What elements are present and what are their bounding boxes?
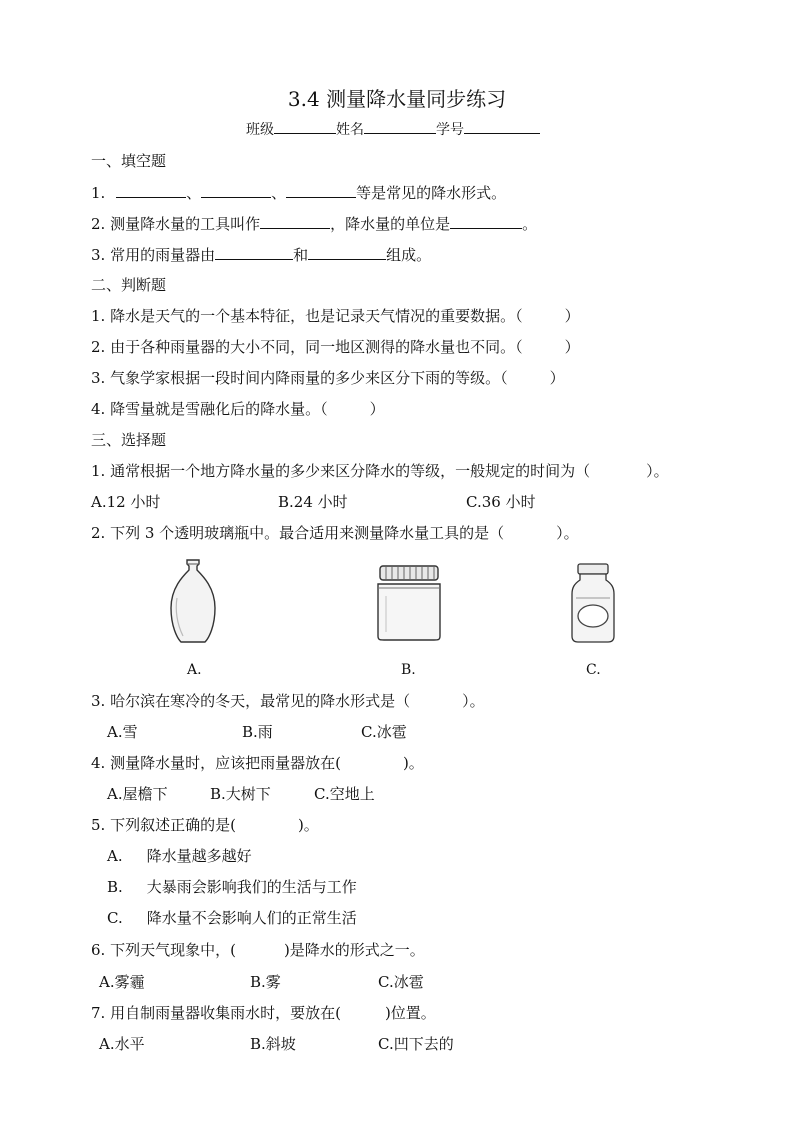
paren-open: （ [320,400,328,418]
student-info-line [246,118,540,140]
question-text: 降水是天气的一个基本特征，也是记录天气情况的重要数据。 [110,307,516,325]
question-text: 4. 测量降水量时，应该把雨量器放在( [91,754,341,772]
paren-open: （ [515,338,523,356]
question-text: 。 [522,215,538,233]
option-c[interactable]: C.36 小时 [466,493,536,511]
answer-blank[interactable] [450,213,522,229]
paren-close: ） [369,400,385,418]
option-text: 大暴雨会影响我们的生活与工作 [146,878,357,896]
wide-jar-image[interactable] [372,562,446,644]
answer-blank[interactable] [116,182,186,198]
option-b[interactable]: B.大树下 [210,785,271,803]
paren-close: ）。 [462,692,485,710]
section3-heading: 三、选择题 [91,431,167,449]
question-number: 3. [91,369,106,387]
option-a[interactable]: A.屋檐下 [107,785,168,803]
judge-question-3 [91,368,565,388]
judge-question-2 [91,337,580,357]
section1-heading: 一、填空题 [91,152,167,170]
option-b[interactable] [107,877,357,897]
paren-open: （ [515,307,523,325]
answer-blank[interactable] [286,182,356,198]
question-number: 1. [91,184,106,202]
question-text: 组成。 [386,246,432,264]
question-text: 等是常见的降水形式。 [356,184,507,202]
paren-close: )。 [297,816,319,834]
question-text: 5. 下列叙述正确的是( [91,816,236,834]
option-c[interactable]: C.凹下去的 [378,1035,454,1053]
option-b[interactable]: B.24 小时 [278,493,348,511]
option-b[interactable]: B.雾 [250,973,281,991]
question-text: 降雪量就是雪融化后的降水量。 [110,400,321,418]
option-b[interactable]: B.斜坡 [250,1035,296,1053]
name-blank[interactable] [364,118,436,134]
separator: 、 [186,184,202,202]
question-text: 2. 下列 3 个透明玻璃瓶中。最合适用来测量降水量工具的是（ [91,524,505,542]
question-text: 7. 用自制雨量器收集雨水时，要放在( [91,1004,341,1022]
fill-question-3 [91,244,431,265]
vase-bottle-image[interactable] [163,558,223,646]
answer-blank[interactable] [260,213,330,229]
option-c[interactable] [107,908,357,928]
choice-question-6 [91,940,425,960]
question-text: 测量降水量的工具叫作 [110,215,261,233]
paren-close: ）。 [556,524,579,542]
name-label: 姓名 [336,122,364,138]
option-letter: C. [107,909,123,927]
question-text: 6. 下列天气现象中，( [91,941,236,959]
question-number: 2. [91,215,106,233]
question-text: 3. 哈尔滨在寒冷的冬天，最常见的降水形式是（ [91,692,411,710]
question-text: 常用的雨量器由 [110,246,216,264]
question-number: 2. [91,338,106,356]
paren-close: )是降水的形式之一。 [283,941,425,959]
answer-blank[interactable] [215,244,293,260]
answer-blank[interactable] [201,182,271,198]
option-a[interactable]: A.12 小时 [91,493,161,511]
small-bottle-image[interactable] [568,562,618,644]
question-text: 由于各种雨量器的大小不同，同一地区测得的降水量也不同。 [110,338,516,356]
paren-close: ） [564,338,580,356]
paren-close: ） [564,307,580,325]
choice-question-3 [91,691,485,711]
option-text: 降水量越多越好 [146,847,252,865]
paren-close: )位置。 [384,1004,436,1022]
id-label: 学号 [436,122,464,138]
fill-question-1 [91,182,506,203]
option-c[interactable]: C.冰雹 [361,723,407,741]
question-text: ，降水量的单位是 [330,215,451,233]
option-letter: A. [107,847,123,865]
question-text: 气象学家根据一段时间内降雨量的多少来区分下雨的等级。 [110,369,501,387]
jar-label-b: B. [401,662,416,678]
section2-heading: 二、判断题 [91,276,167,294]
id-blank[interactable] [464,118,540,134]
class-blank[interactable] [274,118,336,134]
paren-close: )。 [402,754,424,772]
jar-label-a: A. [187,662,202,678]
question-text: 和 [293,246,309,264]
page-title: 3.4 测量降水量同步练习 [287,87,507,111]
option-a[interactable]: A.雾霾 [99,973,145,991]
class-label: 班级 [246,122,274,138]
judge-question-1 [91,306,580,326]
question-number: 3. [91,246,106,264]
question-number: 1. [91,307,106,325]
option-b[interactable]: B.雨 [242,723,273,741]
option-a[interactable] [107,846,252,866]
option-text: 降水量不会影响人们的正常生活 [146,909,357,927]
fill-question-2 [91,213,537,234]
option-c[interactable]: C.空地上 [314,785,375,803]
choice-question-2 [91,523,579,543]
separator: 、 [271,184,287,202]
jar-label-c: C. [586,662,601,678]
option-a[interactable]: A.雪 [107,723,138,741]
paren-close: ）。 [646,462,669,480]
option-c[interactable]: C.冰雹 [378,973,424,991]
choice-question-4 [91,753,424,773]
choice-question-5 [91,815,319,835]
paren-close: ） [549,369,565,387]
option-a[interactable]: A.水平 [99,1035,145,1053]
question-number: 4. [91,400,106,418]
paren-open: （ [500,369,508,387]
judge-question-4 [91,399,385,419]
answer-blank[interactable] [308,244,386,260]
option-letter: B. [107,878,123,896]
question-text: 1. 通常根据一个地方降水量的多少来区分降水的等级，一般规定的时间为（ [91,462,591,480]
choice-question-1 [91,461,669,481]
choice-question-7 [91,1003,436,1023]
